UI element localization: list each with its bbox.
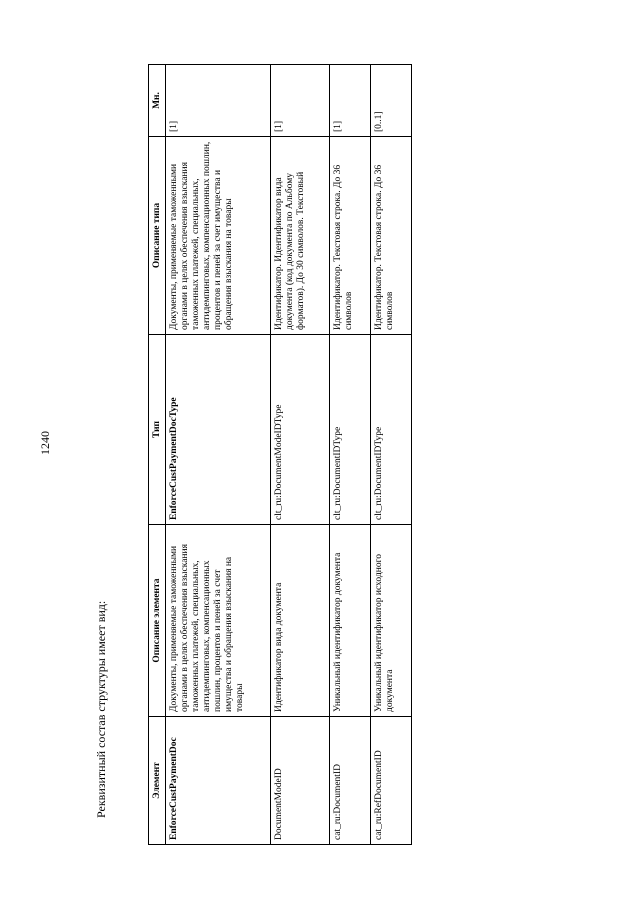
cell-element: cat_ru:RefDocumentID <box>371 717 412 845</box>
header-type: Тип <box>149 335 166 525</box>
cell-type: clt_ru:DocumentIDType <box>330 335 371 525</box>
requisite-table <box>148 64 412 845</box>
cell-type-description: Идентификатор. Идентификатор вида документа (код документа по Альбому форматов). До 30 символов. Текстовый <box>271 137 330 335</box>
cell-element: DocumentModeID <box>271 717 330 845</box>
cell-element: cat_ru:DocumentID <box>330 717 371 845</box>
cell-type: clt_ru:DocumentModeIDType <box>271 335 330 525</box>
cell-multiplicity: [1] <box>330 65 371 137</box>
cell-type: clt_ru:DocumentIDType <box>371 335 412 525</box>
header-element-description: Описание элемента <box>149 525 166 717</box>
table-header-row <box>149 65 166 845</box>
page-number: 1240 <box>38 431 52 455</box>
cell-element-description: Уникальный идентификатор документа <box>330 525 371 717</box>
cell-type-description: Идентификатор. Текстовая строка. До 36 символов <box>371 137 412 335</box>
table-row <box>166 65 271 845</box>
requisite-table-wrapper <box>148 65 408 845</box>
table-row <box>371 65 412 845</box>
cell-type-description: Идентификатор. Текстовая строка. До 36 символов <box>330 137 371 335</box>
cell-multiplicity: [0..1] <box>371 65 412 137</box>
table-row <box>271 65 330 845</box>
cell-type-description: Документы, применяемые таможенными органами в целях обеспечения взыскания таможенных платежей, специальных, антидемпинговых, компенсационных пошлин, процентов и пеней за счет имущества и обращения взыскания на товары <box>166 137 271 335</box>
header-multiplicity: Мн. <box>149 65 166 137</box>
intro-text: Реквизитный состав структуры имеет вид: <box>94 600 108 818</box>
cell-multiplicity: [1] <box>166 65 271 137</box>
header-type-description: Описание типа <box>149 137 166 335</box>
cell-type: EnforceCustPaymentDocType <box>166 335 271 525</box>
table-row <box>330 65 371 845</box>
header-element: Элемент <box>149 717 166 845</box>
cell-element-description: Документы, применяемые таможенными органами в целях обеспечения взыскания таможенных платежей, специальных, антидемпинговых, компенсационных пошлин, процентов и пеней за счет имущества и обращения взыскания на товары <box>166 525 271 717</box>
cell-element-description: Уникальный идентификатор исходного документа <box>371 525 412 717</box>
cell-multiplicity: [1] <box>271 65 330 137</box>
cell-element: EnforceCustPaymentDoc <box>166 717 271 845</box>
cell-element-description: Идентификатор вида документа <box>271 525 330 717</box>
